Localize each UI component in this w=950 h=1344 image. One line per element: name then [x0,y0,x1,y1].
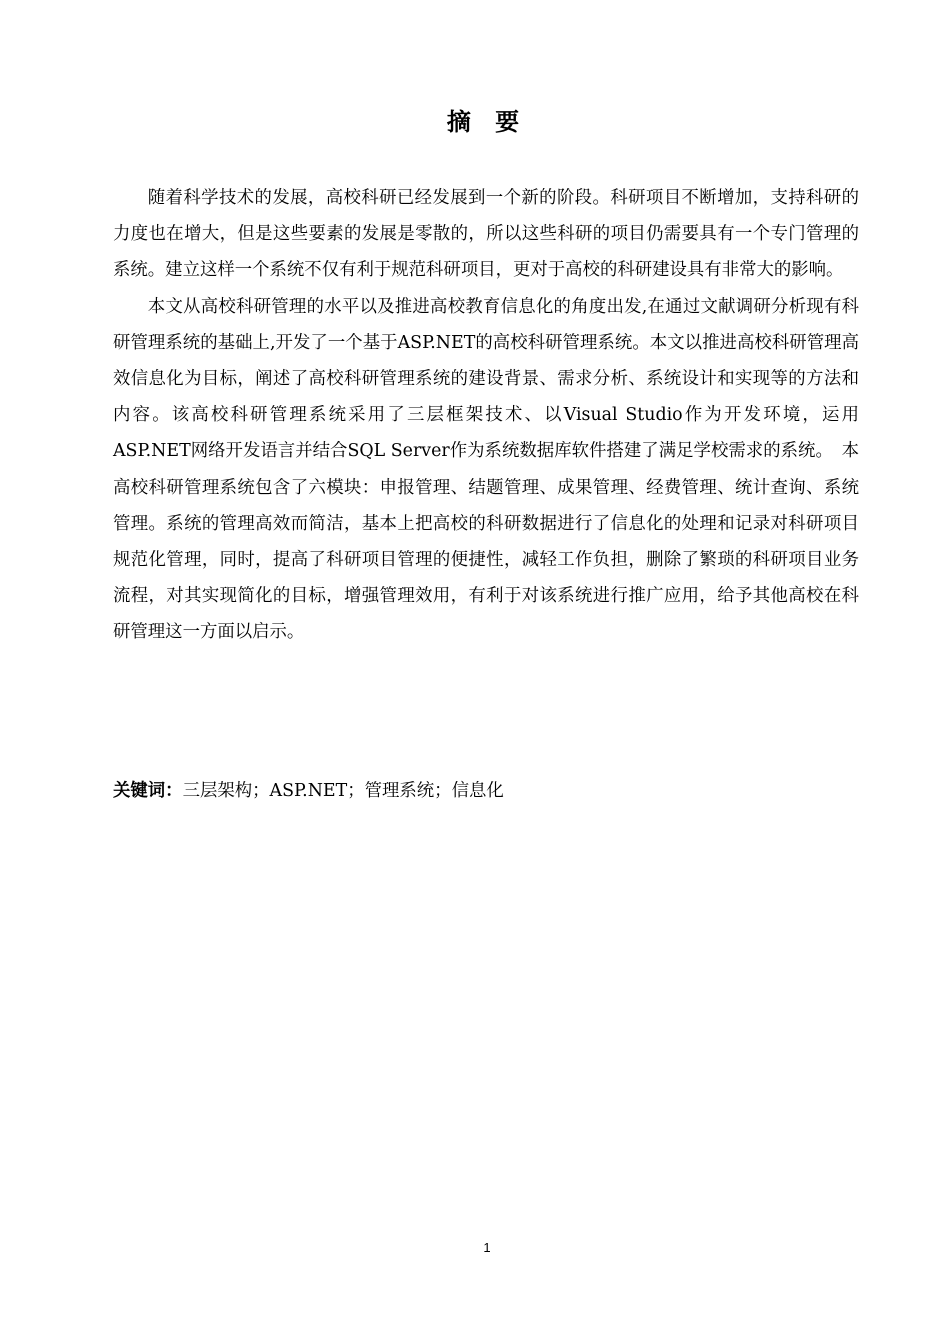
page-number: 1 [483,1240,491,1255]
abstract-paragraph-1: 随着科学技术的发展，高校科研已经发展到一个新的阶段。科研项目不断增加，支持科研的力度也在增大，但是这些要素的发展是零散的，所以这些科研的项目仍需要具有一个专门管理的系统。建立这样一个系统不仅有利于规范科研项目，更对于高校的科研建设具有非常大的影响。 [113,188,859,281]
abstract-body [113,180,859,651]
abstract-title: 摘 要 [446,108,528,136]
keywords-line [113,773,859,809]
abstract-paragraph-2: 本文从高校科研管理的水平以及推进高校教育信息化的角度出发,在通过文献调研分析现有科研管理系统的基础上,开发了一个基于ASP.NET的高校科研管理系统。本文以推进高校科研管理高效信息化为目标，阐述了高校科研管理系统的建设背景、需求分析、系统设计和实现等的方法和内容。该高校科研管理系统采用了三层框架技术、以Visual Studio作为开发环境，运用ASP.NET网络开发语言并结合SQL Server作为系统数据库软件搭建了满足学校需求的系统。 本高校科研管理系统包含了六模块：申报管理、结题管理、成果管理、经费管理、统计查询、系统管理。系统的管理高效而简洁，基本上把高校的科研数据进行了信息化的处理和记录对科研项目规范化管理，同时，提高了科研项目管理的便捷性，减轻工作负担，删除了繁琐的科研项目业务流程，对其实现简化的目标，增强管理效用，有利于对该系统进行推广应用，给予其他高校在科研管理这一方面以启示。 [113,296,859,643]
keywords-label: 关键词： [113,781,183,801]
keywords-value: 三层架构；ASP.NET；管理系统；信息化 [182,781,504,801]
